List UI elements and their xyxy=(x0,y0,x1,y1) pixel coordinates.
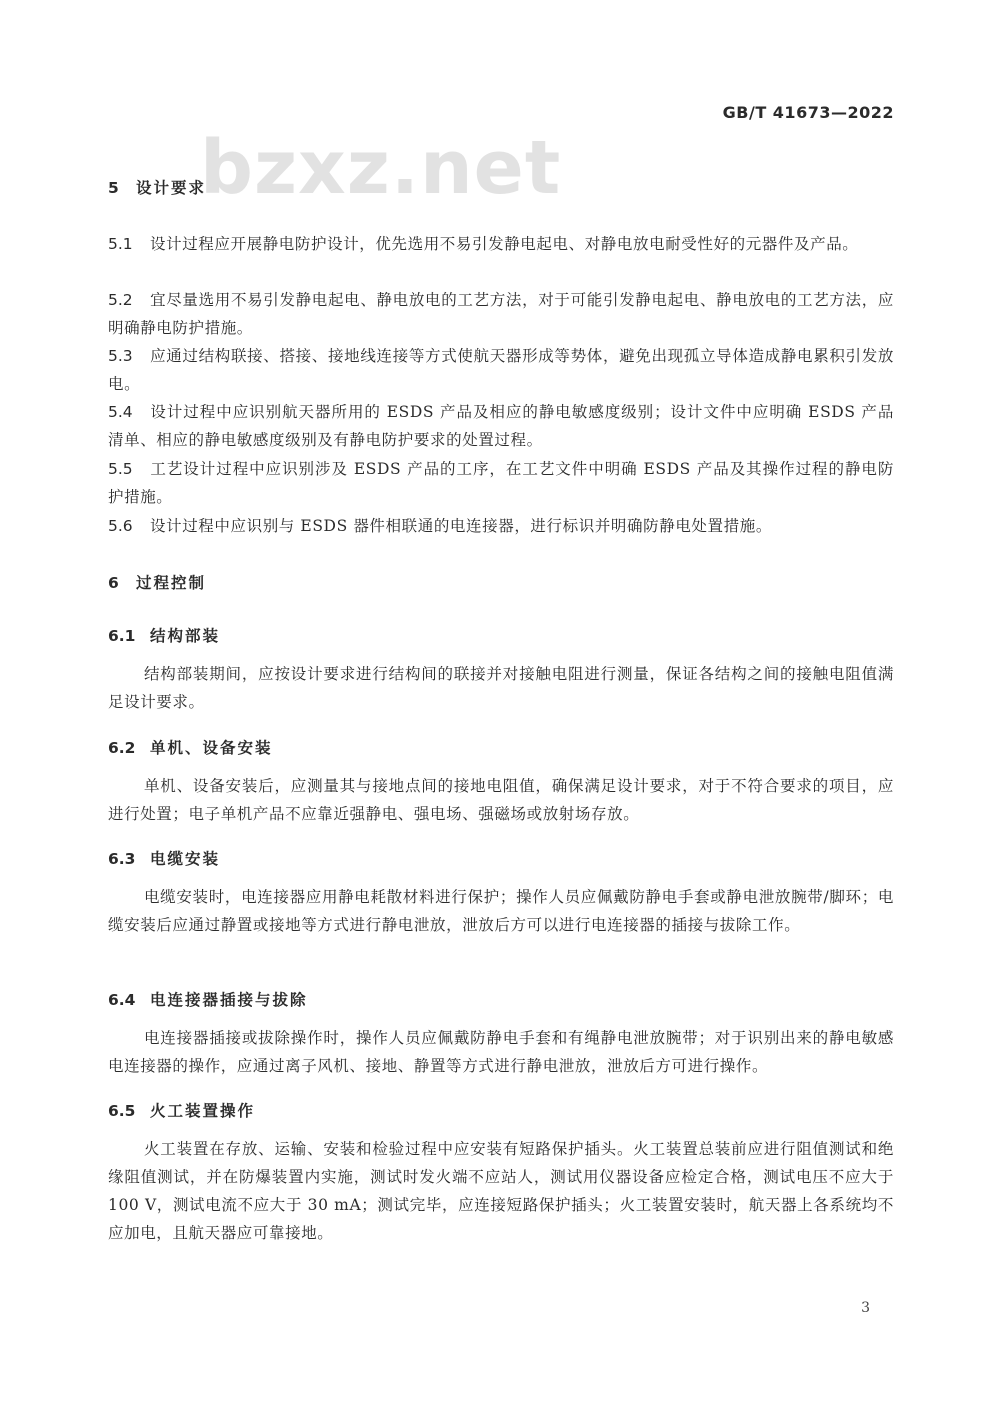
clause-5-3 xyxy=(108,342,894,398)
subsection-number: 6.4 xyxy=(108,991,136,1009)
clause-5-4 xyxy=(108,398,894,454)
subsection-number: 6.2 xyxy=(108,739,136,757)
subsection-number: 6.3 xyxy=(108,850,136,868)
subsection-title: 火工装置操作 xyxy=(150,1102,256,1120)
standard-number: GB/T 41673—2022 xyxy=(722,103,894,122)
clause-text: 工艺设计过程中应识别涉及 ESDS 产品的工序，在工艺文件中明确 ESDS 产品及其操作过程的静电防护措施。 xyxy=(108,460,894,506)
page-number: 3 xyxy=(861,1300,870,1316)
subsection-number: 6.5 xyxy=(108,1102,136,1120)
section-number: 5 xyxy=(108,179,119,197)
clause-5-6 xyxy=(108,512,894,540)
clause-number: 5.1 xyxy=(108,235,133,253)
clause-text: 设计过程应开展静电防护设计，优先选用不易引发静电起电、对静电放电耐受性好的元器件及产品。 xyxy=(150,235,859,253)
subsection-heading-6-5 xyxy=(108,1099,255,1121)
subsection-title: 电连接器插接与拔除 xyxy=(150,991,308,1009)
subsection-heading-6-4 xyxy=(108,988,308,1010)
section-heading-5 xyxy=(108,176,206,198)
clause-5-5 xyxy=(108,455,894,511)
clause-5-2 xyxy=(108,286,894,342)
clause-text: 应通过结构联接、搭接、接地线连接等方式使航天器形成等势体，避免出现孤立导体造成静电累积引发放电。 xyxy=(108,347,894,393)
paragraph-6-2: 单机、设备安装后，应测量其与接地点间的接地电阻值，确保满足设计要求，对于不符合要求的项目，应进行处置；电子单机产品不应靠近强静电、强电场、强磁场或放射场存放。 xyxy=(108,777,894,823)
clause-text: 设计过程中应识别与 ESDS 器件相联通的电连接器，进行标识并明确防静电处置措施。 xyxy=(150,517,772,535)
paragraph-6-1: 结构部装期间，应按设计要求进行结构间的联接并对接触电阻进行测量，保证各结构之间的接触电阻值满足设计要求。 xyxy=(108,665,894,711)
paragraph-6-3: 电缆安装时，电连接器应用静电耗散材料进行保护；操作人员应佩戴防静电手套或静电泄放腕带/脚环；电缆安装后应通过静置或接地等方式进行静电泄放，泄放后方可以进行电连接器的插接与拔除工作。 xyxy=(108,888,894,934)
section-title: 过程控制 xyxy=(136,574,207,592)
clause-number: 5.2 xyxy=(108,291,133,309)
clause-number: 5.3 xyxy=(108,347,133,365)
clause-number: 5.5 xyxy=(108,460,133,478)
subsection-heading-6-2 xyxy=(108,736,273,758)
subsection-number: 6.1 xyxy=(108,627,136,645)
subsection-heading-6-1 xyxy=(108,624,220,646)
paragraph-6-4: 电连接器插接或拔除操作时，操作人员应佩戴防静电手套和有绳静电泄放腕带；对于识别出来的静电敏感电连接器的操作，应通过离子风机、接地、静置等方式进行静电泄放，泄放后方可进行操作。 xyxy=(108,1029,894,1075)
subsection-title: 结构部装 xyxy=(150,627,221,645)
clause-text: 设计过程中应识别航天器所用的 ESDS 产品及相应的静电敏感度级别；设计文件中应明确 ESDS 产品清单、相应的静电敏感度级别及有静电防护要求的处置过程。 xyxy=(108,403,894,449)
clause-5-1 xyxy=(108,230,894,258)
subsection-title: 单机、设备安装 xyxy=(150,739,273,757)
subsection-title: 电缆安装 xyxy=(150,850,221,868)
section-title: 设计要求 xyxy=(136,179,207,197)
subsection-heading-6-3 xyxy=(108,847,220,869)
section-number: 6 xyxy=(108,574,119,592)
clause-text: 宜尽量选用不易引发静电起电、静电放电的工艺方法，对于可能引发静电起电、静电放电的工艺方法，应明确静电防护措施。 xyxy=(108,291,894,337)
section-heading-6 xyxy=(108,571,206,593)
clause-number: 5.4 xyxy=(108,403,133,421)
paragraph-6-5: 火工装置在存放、运输、安装和检验过程中应安装有短路保护插头。火工装置总装前应进行阻值测试和绝缘阻值测试，并在防爆装置内实施，测试时发火端不应站人，测试用仪器设备应检定合格，测试电压不应大于 100 V，测试电流不应大于 30 mA；测试完毕，应连接短路保护插头；火工装置安装时，航天器上各系统均不应加电，且航天器应可靠接地。 xyxy=(108,1140,894,1242)
watermark: bzxz.net xyxy=(200,125,562,211)
clause-number: 5.6 xyxy=(108,517,133,535)
